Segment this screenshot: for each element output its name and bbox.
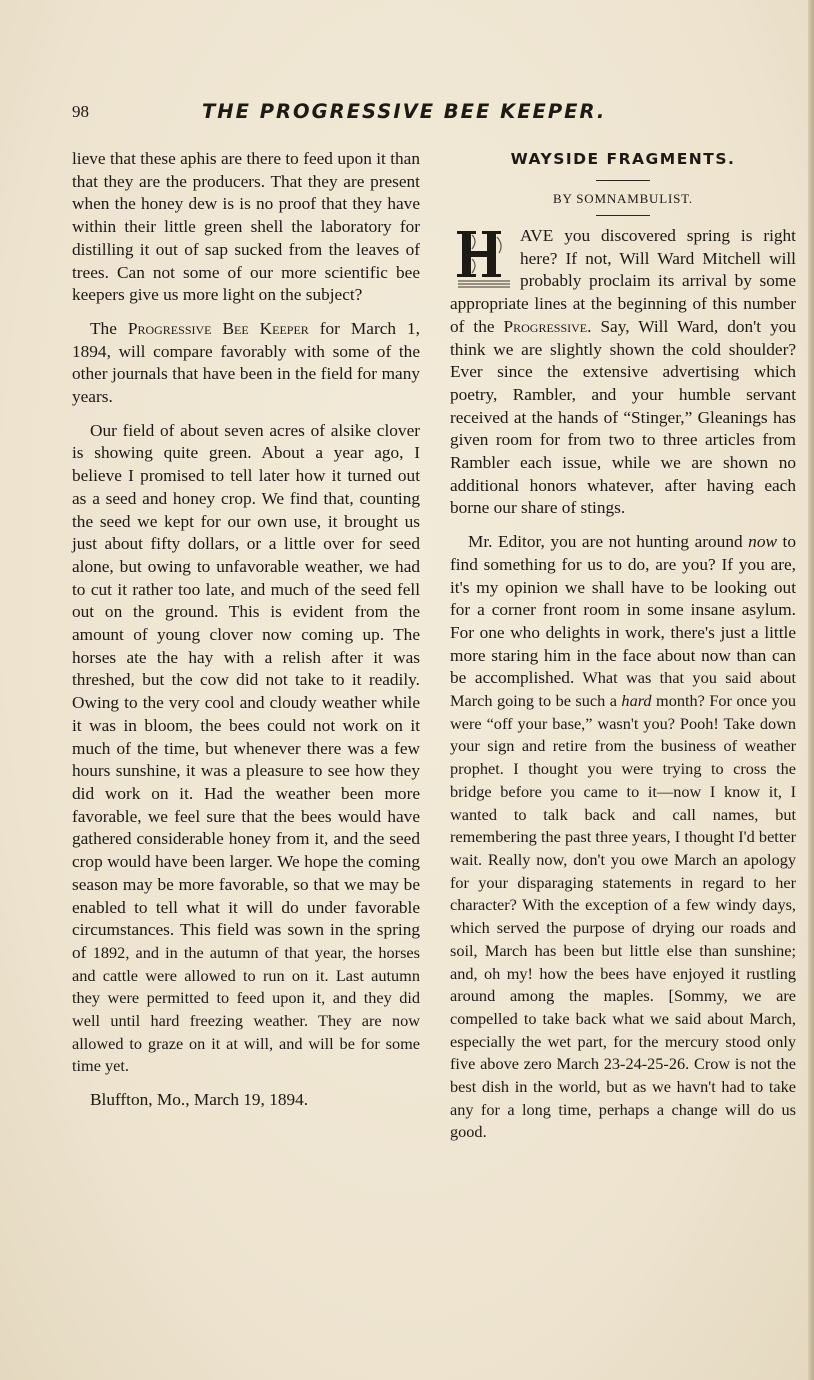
article-title: WAYSIDE FRAGMENTS. <box>510 150 736 168</box>
paragraph-clover-field <box>72 420 420 1078</box>
dropcap-h-icon <box>454 229 512 289</box>
signoff-dateline: Bluffton, Mo., March 19, 1894. <box>90 1090 309 1110</box>
paragraph-editor <box>450 531 796 1144</box>
byline: BY SOMNAMBULIST. <box>553 191 693 206</box>
paragraph-text-a: Mr. Editor, you are not hunting around <box>468 532 749 552</box>
page-edge <box>808 0 814 1380</box>
journal-name: Progressive <box>503 316 588 336</box>
page-header <box>72 100 712 130</box>
journal-name: Progressive Bee Keeper <box>127 318 309 338</box>
running-title: THE PROGRESSIVE BEE KEEPER. <box>202 100 607 123</box>
paragraph-rest: for March 1, 1894, will compare favorably with some of the other journals that have been in the field for many years. <box>72 318 420 407</box>
byline-rule <box>596 215 650 216</box>
paragraph-small-type: 1892, and in the autumn of that year, the horses and cattle were allowed to run on it. Last autumn they were permitted to feed upon it, and they did well until hard freezing weather. They are now allowed to graze on it at will, and will be for some time yet. <box>72 942 420 1076</box>
paragraph-text: AVE you discovered spring is right here? If not, Will Ward Mitchell will probably proclaim its arrival by some appropriate lines at the beginning of this number of the <box>450 226 796 336</box>
page-number: 98 <box>72 102 89 121</box>
paragraph-journal-note <box>72 318 420 409</box>
emphasis-hard: hard <box>621 691 652 711</box>
right-column <box>450 148 796 1144</box>
paragraph-small-b: month? For once you were “off your base,” wasn't you? Pooh! Take down your sign and retire from the business of weather prophet. I thought you were trying to cross the bridge before you came to it—now I know it, I wanted to talk back and call names, but remembering the past three years, I thought I'd better wait. Really now, don't you owe March an apology for your disparaging statements in regard to her character? With the exception of a few windy days, which served the purpose of drying our roads and soil, March has been but little else than sunshine; and, oh my! how the bees have enjoyed it rustling around among the maples. [Sommy, we are compelled to take back what we said about March, especially the wet part, for the mercury stood only five above zero March 23-24-25-26. Crow is not the best dish in the world, but as we havn't had to take any for a long time, perhaps a change will do us good. <box>450 691 797 1142</box>
paragraph-aphis: lieve that these aphis are there to feed upon it than that they are the producers. That they are present when the honey dew is is no proof that they have within their little green shell the laboratory for distilling it out of sap sucked from the leaves of trees. Can not some of our more scientific bee keepers give us more light on the subject? <box>72 149 420 305</box>
paragraph-small-a: What was that you said about March going to be such a <box>450 668 796 711</box>
emphasis-now: now <box>748 532 777 552</box>
paragraph-text-b: to find something for us to do, are you? If you are, it's my opinion we shall have to be looking out for a corner front room in some insane asylum. For one who delights in work, there's just a little more staring him in the face about now than can be accomplished. <box>450 532 796 688</box>
paragraph-spring <box>450 225 796 520</box>
title-rule <box>596 180 650 181</box>
paragraph-text-end: . Say, Will Ward, don't you think we are slightly shown the cold shoulder? Ever since the extensive advertising which poetry, Rambler, and your humble servant received at the hands of “Stinger,” Gleanings has given room for from two to three articles from Rambler each issue, while we are shown no additional honors whatever, after having each borne our share of stings. <box>450 316 796 518</box>
paragraph-main: Our field of about seven acres of alsike clover is showing quite green. About a year ago, I believe I promised to tell later how it turned out as a seed and honey crop. We find that, counting the seed we kept for our own use, it brought us just about fifty dollars, or a little over for seed alone, but owing to unfavorable weather, we had to cut it rather too late, and much of the seed fell out on the ground. This is evident from the amount of young clover now coming up. The horses ate the hay with a relish after it was threshed, but the cow did not take to it readily. Owing to the very cool and cloudy weather while it was in bloom, the bees could not work on it much of the time, but whenever there was a few hours sunshine, it was a pleasure to see how they did work on it. Had the weather been more favorable, we feel sure that the bees would have gathered considerable honey from it, and the seed crop would have been larger. We hope the coming season may be more favorable, so that we may be enabled to tell what it will do under favorable circumstances. This field was sown in the spring of <box>72 420 420 962</box>
left-column <box>72 148 420 1112</box>
paragraph-prefix: The <box>90 318 128 338</box>
